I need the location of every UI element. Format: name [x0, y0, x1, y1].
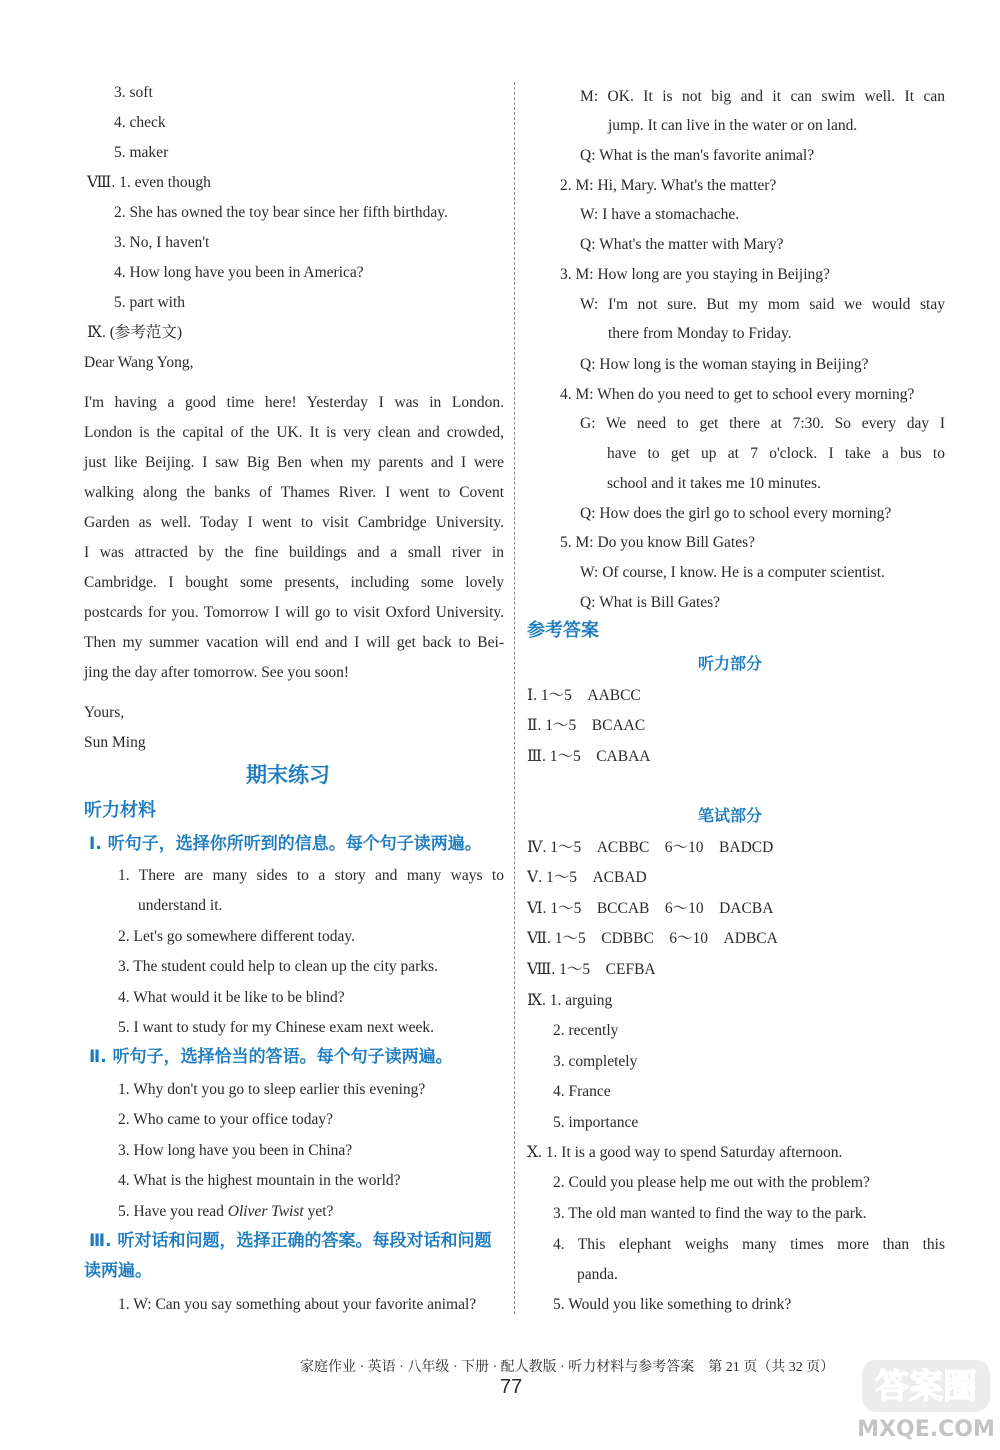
watermark-graphic [856, 1356, 996, 1444]
section-title: 期末练习 [246, 763, 330, 787]
essay-line: Then my summer vacation will end and I will get back to Bei- [84, 634, 504, 651]
page-footer: 家庭作业 · 英语 · 八年级 · 下册 · 配人教版 · 听力材料与参考答案 第 21 页（共 32 页） [300, 1360, 835, 1375]
essay-signature: Sun Ming [84, 734, 146, 751]
answer-line: 2. recently [553, 1022, 619, 1039]
question-line: 2. Let's go somewhere different today. [118, 928, 355, 945]
answer-line: 4. check [114, 114, 166, 131]
answer-line: 3. completely [553, 1053, 638, 1070]
answer-line: 4. This elephant weighs many times more than this [553, 1236, 945, 1253]
question-text: yet? [303, 1203, 334, 1220]
dialog-line: 1. W: Can you say something about your favorite animal? [118, 1296, 477, 1313]
essay-line: I'm having a good time here! Yesterday I was in London. [84, 394, 504, 411]
dialog-line: M: OK. It is not big and it can swim well. It can [580, 88, 945, 105]
answer-line: Ⅳ. 1～5 ACBBC 6～10 BADCD [527, 839, 774, 856]
answer-line: 5. Would you like something to drink? [553, 1296, 792, 1313]
part-title: 笔试部分 [698, 806, 763, 825]
question-heading: Ⅰ. 听句子，选择你所听到的信息。每个句子读两遍。 [89, 834, 482, 854]
dialog-line: Q: What is the man's favorite animal? [580, 147, 815, 164]
question-heading: Ⅱ. 听句子，选择恰当的答语。每个句子读两遍。 [89, 1047, 453, 1067]
watermark-logo [856, 1356, 996, 1444]
question-line: 4. What would it be like to be blind? [118, 989, 345, 1006]
answer-line: Ⅰ. 1～5 AABCC [527, 687, 641, 704]
essay-closing: Yours, [84, 704, 125, 721]
question-line: 1. There are many sides to a story and many ways to [118, 867, 504, 884]
dialog-line: W: Of course, I know. He is a computer scientist. [580, 564, 885, 581]
essay-line: jing the day after tomorrow. See you soon! [84, 664, 350, 681]
answer-line: 5. part with [114, 294, 186, 311]
answer-line: Ⅲ. 1～5 CABAA [527, 748, 651, 765]
watermark-url: MXQE.COM [857, 1417, 995, 1442]
watermark-chars: 答案圈 [875, 1367, 977, 1407]
question-line: 2. Who came to your office today? [118, 1111, 334, 1128]
answer-line: 4. How long have you been in America? [114, 264, 364, 281]
dialog-line: school and it takes me 10 minutes. [607, 475, 821, 492]
answer-line: 5. importance [553, 1114, 639, 1131]
book-title: Oliver Twist [227, 1203, 304, 1220]
dialog-line: 5. M: Do you know Bill Gates? [560, 534, 756, 551]
essay-line: Garden as well. Today I went to visit Cambridge University. [84, 514, 504, 531]
dialog-line: W: I'm not sure. But my mom said we would stay [580, 296, 945, 313]
answer-line: Ⅸ. 1. arguing [527, 992, 613, 1009]
question-line: understand it. [138, 897, 223, 914]
answer-line: 5. maker [114, 144, 169, 161]
dialog-line: Q: What is Bill Gates? [580, 594, 721, 611]
dialog-line: jump. It can live in the water or on land. [608, 117, 858, 134]
answer-line: Ⅷ. 1～5 CEFBA [527, 961, 656, 978]
answer-line: Ⅹ. 1. It is a good way to spend Saturday afternoon. [527, 1144, 843, 1161]
answer-line: Ⅶ. 1～5 CDBBC 6～10 ADBCA [527, 930, 778, 947]
essay-line: Cambridge. I bought some presents, including some lovely [84, 574, 504, 591]
essay-line: just like Beijing. I saw Big Ben when my parents and I were [84, 454, 504, 471]
answers-title: 参考答案 [527, 620, 599, 641]
dialog-line: W: I have a stomachache. [580, 206, 740, 223]
question-line: 1. Why don't you go to sleep earlier this evening? [118, 1081, 426, 1098]
answer-line: Ⅷ. 1. even though [87, 174, 211, 191]
dialog-line: 4. M: When do you need to get to school every morning? [560, 386, 915, 403]
question-line [118, 1202, 333, 1222]
question-line: 4. What is the highest mountain in the world? [118, 1172, 401, 1189]
essay-heading: Ⅸ. (参考范文) [87, 324, 183, 341]
question-line: 3. The student could help to clean up the city parks. [118, 958, 438, 975]
question-heading: 读两遍。 [84, 1261, 152, 1281]
essay-salutation: Dear Wang Yong, [84, 354, 194, 371]
dialog-line: 2. M: Hi, Mary. What's the matter? [560, 177, 777, 194]
dialog-line: Q: How does the girl go to school every morning? [580, 505, 892, 522]
subsection-title: 听力材料 [84, 800, 156, 821]
dialog-line: Q: What's the matter with Mary? [580, 236, 784, 253]
dialog-line: there from Monday to Friday. [608, 325, 792, 342]
dialog-line: Q: How long is the woman staying in Beijing? [580, 356, 869, 373]
answer-line: 2. She has owned the toy bear since her fifth birthday. [114, 204, 448, 221]
essay-line: walking along the banks of Thames River. I went to Covent [84, 484, 504, 501]
essay-line: postcards for you. Tomorrow I will go to visit Oxford University. [84, 604, 504, 621]
answer-line: 3. No, I haven't [114, 234, 210, 251]
essay-line: London is the capital of the UK. It is very clean and crowded, [84, 424, 504, 441]
question-text: 5. Have you read [118, 1203, 228, 1220]
answer-line: Ⅴ. 1～5 ACBAD [527, 869, 647, 886]
answer-line: 3. soft [114, 84, 153, 101]
answer-line: panda. [577, 1266, 618, 1283]
answer-line: 3. The old man wanted to find the way to the park. [553, 1205, 867, 1222]
answer-line: 4. France [553, 1083, 611, 1100]
answer-line: 2. Could you please help me out with the problem? [553, 1174, 870, 1191]
question-line: 5. I want to study for my Chinese exam next week. [118, 1019, 434, 1036]
part-title: 听力部分 [698, 654, 763, 673]
essay-line: I was attracted by the fine buildings and a small river in [84, 544, 504, 561]
question-line: 3. How long have you been in China? [118, 1142, 353, 1159]
dialog-line: 3. M: How long are you staying in Beijing? [560, 266, 830, 283]
page-number: 77 [500, 1376, 523, 1398]
column-divider [514, 82, 515, 1314]
dialog-line: G: We need to get there at 7:30. So every day I [580, 415, 945, 432]
answer-line: Ⅱ. 1～5 BCAAC [527, 717, 646, 734]
dialog-line: have to get up at 7 o'clock. I take a bus to [607, 445, 945, 462]
question-heading: Ⅲ. 听对话和问题，选择正确的答案。每段对话和问题 [89, 1231, 492, 1251]
answer-line: Ⅵ. 1～5 BCCAB 6～10 DACBA [527, 900, 774, 917]
